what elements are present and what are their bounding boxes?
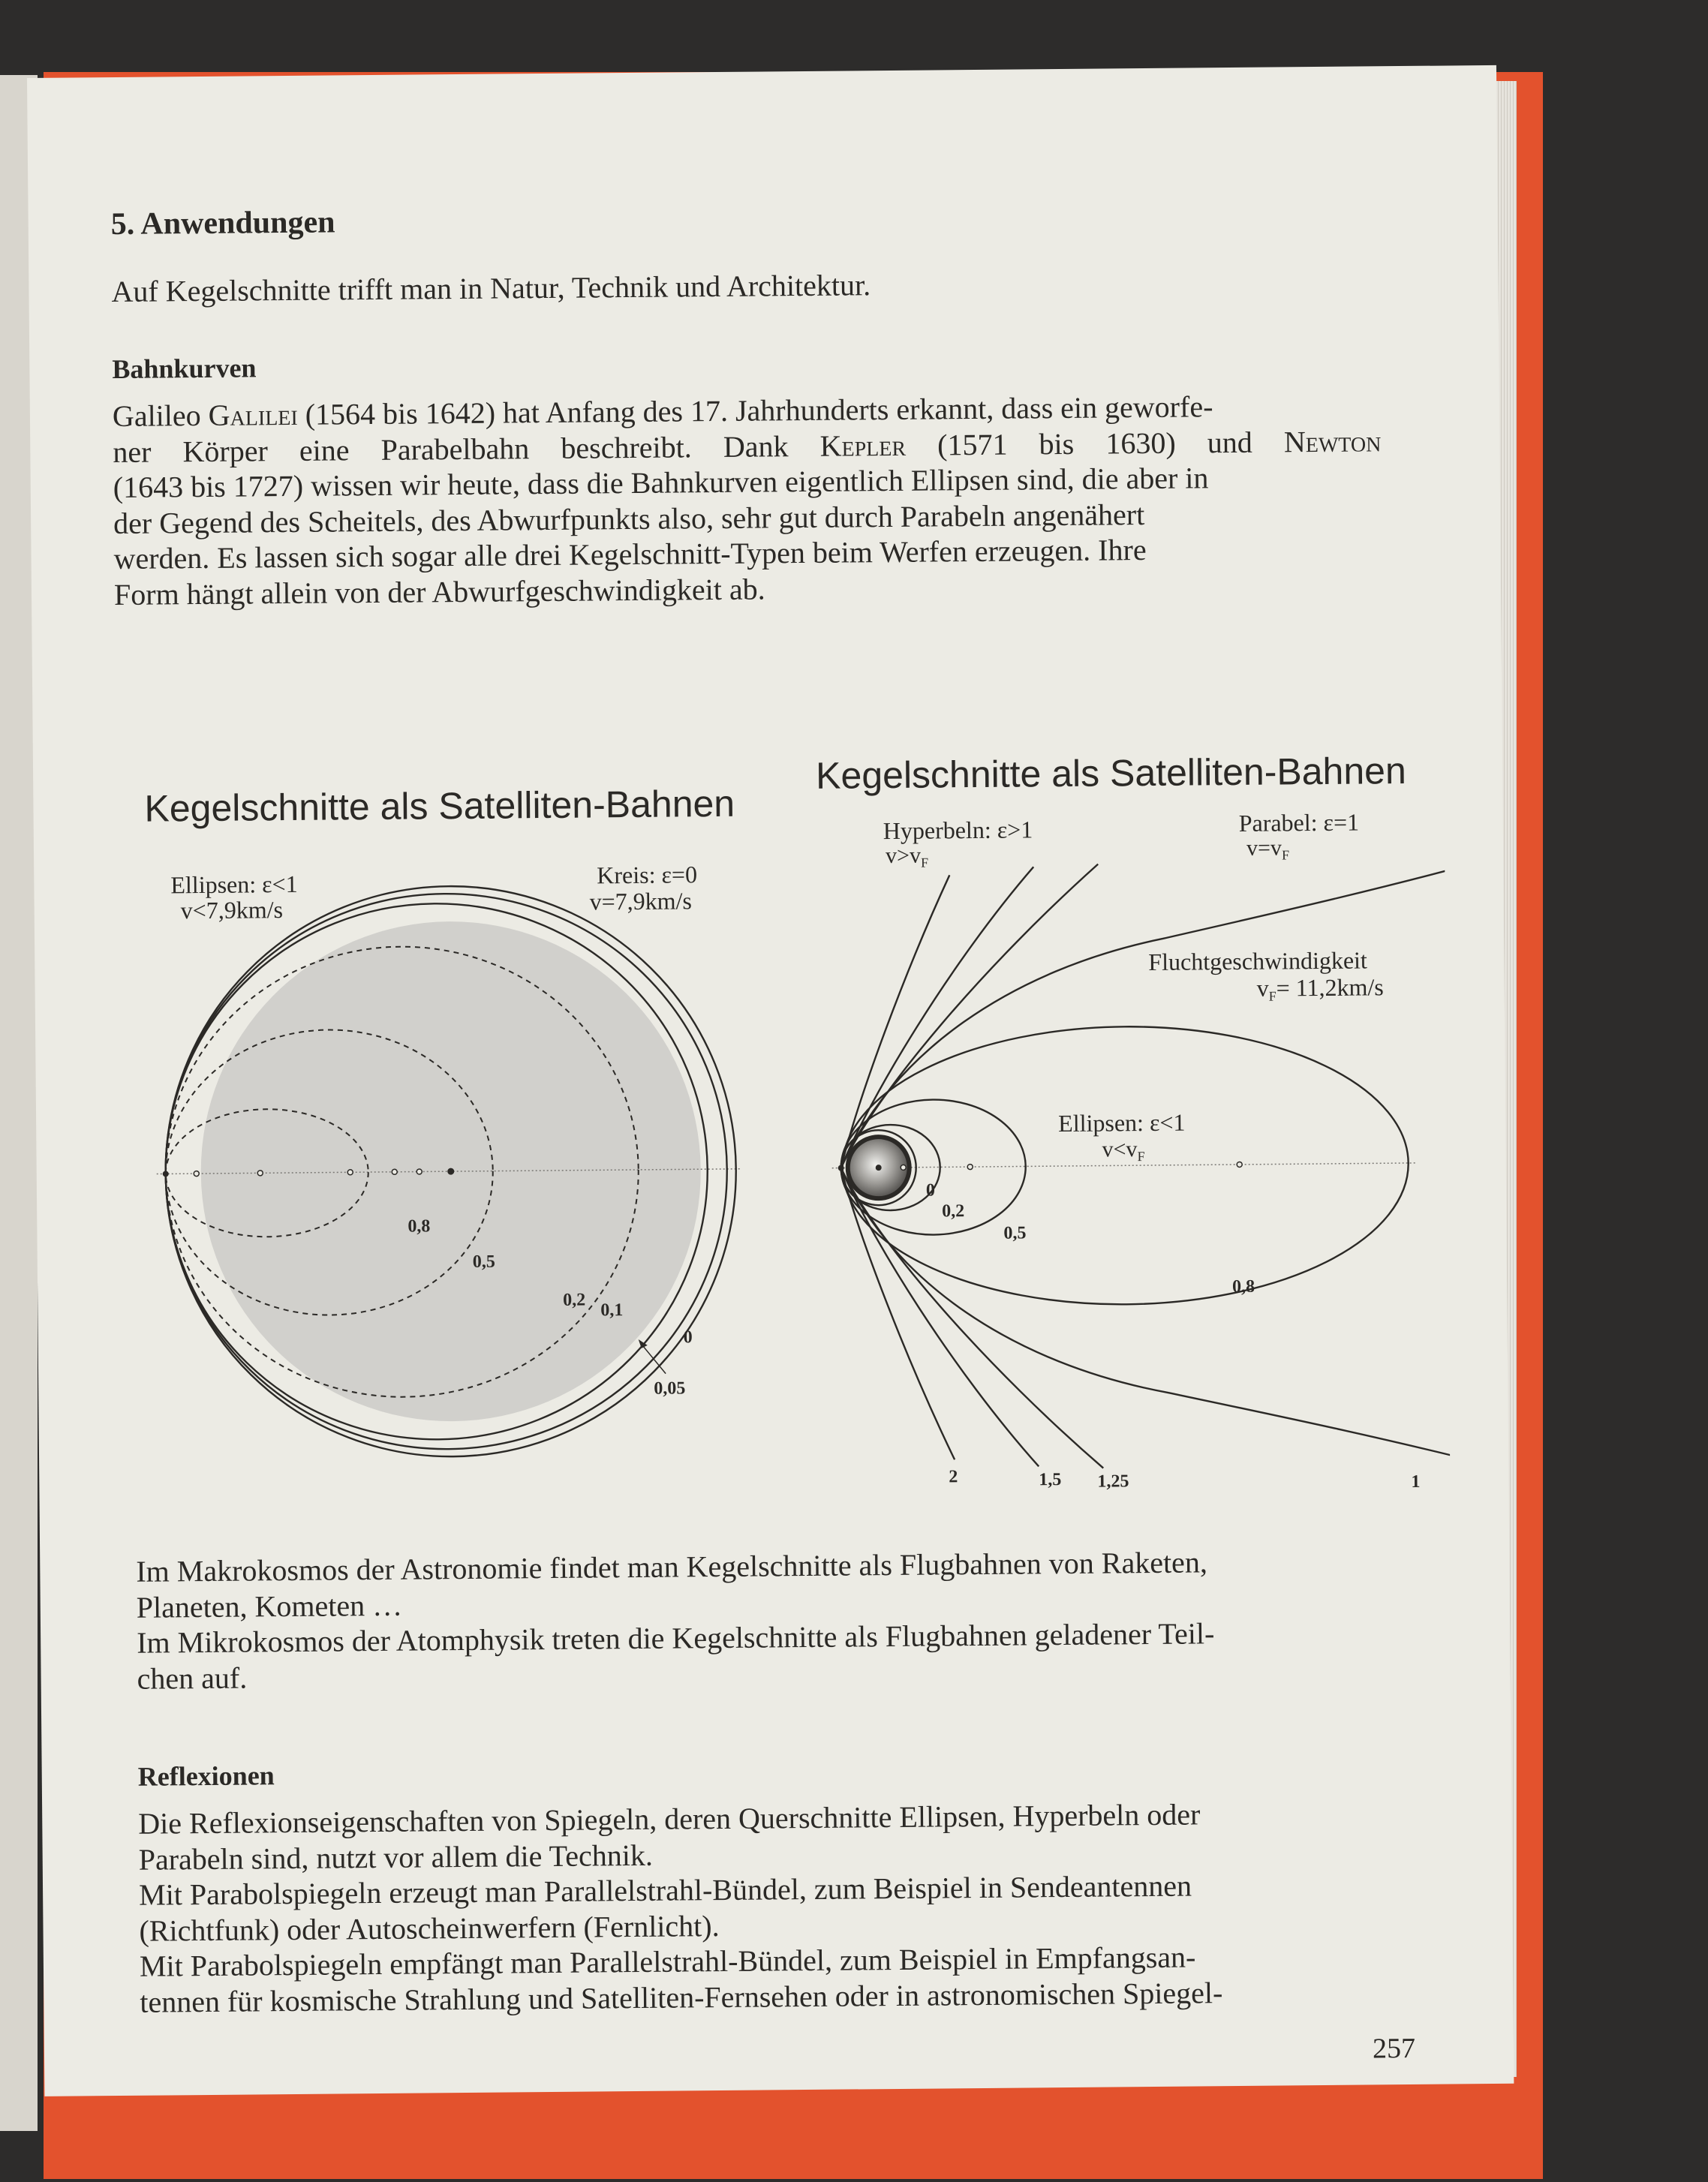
parabel-speed: $v=v_F$ — [1246, 835, 1290, 863]
ecc-label-0: 0 — [925, 1180, 936, 1201]
focus-marker — [347, 1170, 353, 1175]
text-line: (1643 bis 1727) wissen wir heute, dass die Bahnkurven eigentlich Ellipsen sind, die aber in — [113, 461, 1209, 505]
ecc-label-05: 0,5 — [472, 1252, 495, 1272]
hyperbola-e125-lower — [841, 1166, 1104, 1471]
left-figure — [144, 783, 744, 1459]
reflexionen-paragraph — [138, 1796, 1222, 2020]
flucht-value: vF= 11,2km/s — [1256, 973, 1384, 1004]
focus-marker — [416, 1169, 422, 1174]
parabel-label: Parabel: ε=1 — [1238, 808, 1360, 837]
text-line: Mit Parabolspiegeln empfängt man Parallelstrahl-Bündel, zum Beispiel in Empfangsan- — [139, 1940, 1196, 1983]
flucht-label: Fluchtgeschwindigkeit — [1148, 946, 1367, 976]
launch-point — [838, 1165, 844, 1171]
hyperbola-e15-upper — [838, 867, 1036, 1168]
section-heading: 5. Anwendungen — [110, 205, 335, 242]
ecc-label-005: 0,05 — [654, 1378, 686, 1399]
intro-text: Auf Kegelschnitte trifft man in Natur, Technik und Architektur. — [111, 268, 871, 309]
earth-center — [447, 1168, 454, 1175]
ecc-label-01: 0,1 — [600, 1300, 624, 1321]
text-line: Form hängt allein von der Abwurfgeschwindigkeit ab. — [113, 571, 765, 612]
focus-marker — [194, 1171, 199, 1177]
text-line: (Richtfunk) oder Autoscheinwerfern (Fernlicht). — [139, 1908, 720, 1948]
astronomy-paragraph — [136, 1544, 1215, 1697]
launch-point — [163, 1171, 169, 1177]
hyperbeln-label: Hyperbeln: ε>1 — [883, 816, 1033, 845]
parabola-lower — [841, 1162, 1451, 1472]
ellipsen-label: Ellipsen: ε<1 — [1058, 1108, 1186, 1138]
text-line: ner Körper eine Parabelbahn beschreibt. Dank Kepler (1571 bis 1630) und Newton — [113, 423, 1382, 469]
ecc-label-2: 2 — [949, 1467, 958, 1487]
focus-marker — [967, 1165, 973, 1170]
hyperbola-e15-lower — [841, 1166, 1039, 1468]
ecc-label-05: 0,5 — [1003, 1223, 1027, 1243]
text-line: der Gegend des Scheitels, des Abwurfpunkts also, sehr gut durch Parabeln angenähert — [113, 497, 1145, 540]
ellipsen-label: Ellipsen: ε<1 — [170, 870, 298, 899]
ecc-label-125: 1,25 — [1097, 1471, 1129, 1492]
ecc-label-02: 0,2 — [563, 1290, 586, 1310]
focus-marker — [1237, 1162, 1242, 1167]
planet-center — [876, 1165, 882, 1171]
ecc-label-0: 0 — [683, 1327, 693, 1348]
text-line: Parabeln sind, nutzt vor allem die Technik. — [138, 1838, 654, 1877]
hyperbeln-speed: $v>v_F$ — [885, 843, 929, 870]
right-figure-title: Kegelschnitte als Satelliten-Bahnen — [815, 749, 1406, 797]
book-page — [27, 65, 1514, 2096]
ellipsen-speed: v<7,9km/s — [180, 896, 284, 924]
text-line: Die Reflexionseigenschaften von Spiegeln, deren Querschnitte Ellipsen, Hyperbeln oder — [138, 1797, 1201, 1841]
kreis-speed: v=7,9km/s — [589, 887, 693, 915]
text-line: Planeten, Kometen … — [136, 1588, 403, 1624]
satellite-orbits-figure — [107, 644, 1451, 1518]
text-line: Im Mikrokosmos der Atomphysik treten die Kegelschnitte als Flugbahnen geladener Teil- — [137, 1616, 1215, 1660]
ellipsen-speed: $v<v_F$ — [1102, 1137, 1145, 1165]
axis-line — [832, 1163, 1418, 1168]
ecc-label-02: 0,2 — [942, 1201, 965, 1222]
text-line: chen auf. — [137, 1661, 248, 1696]
focus-marker — [392, 1169, 397, 1174]
focus-marker — [901, 1165, 906, 1170]
text-line: Mit Parabolspiegeln erzeugt man Parallelstrahl-Bündel, zum Beispiel in Sendeantennen — [138, 1868, 1192, 1912]
bahnkurven-heading: Bahnkurven — [112, 353, 257, 385]
reflexionen-heading: Reflexionen — [137, 1760, 275, 1792]
text-line: Galileo Galilei (1564 bis 1642) hat Anfang des 17. Jahrhunderts erkannt, dass ein geworfe- — [112, 389, 1213, 434]
left-figure-title: Kegelschnitte als Satelliten-Bahnen — [144, 782, 735, 830]
ecc-label-15: 1,5 — [1039, 1470, 1062, 1490]
ecc-label-08: 0,8 — [1232, 1276, 1255, 1297]
hyperbola-e2-lower — [841, 1167, 955, 1460]
text-line: Im Makrokosmos der Astronomie findet man Kegelschnitte als Flugbahnen von Raketen, — [136, 1545, 1208, 1588]
kreis-label: Kreis: ε=0 — [597, 861, 698, 889]
text-line: werden. Es lassen sich sogar alle drei Kegelschnitt-Typen beim Werfen erzeugen. Ihre — [113, 533, 1147, 576]
focus-marker — [257, 1171, 263, 1176]
text-line: tennen für kosmische Strahlung und Satelliten-Fernsehen oder in astronomischen Spiegel- — [140, 1975, 1223, 2019]
ecc-label-1: 1 — [1411, 1471, 1421, 1492]
right-figure — [816, 749, 1451, 1497]
page-number: 257 — [1372, 2032, 1416, 2065]
ecc-label-08: 0,8 — [407, 1216, 431, 1237]
bahnkurven-paragraph — [113, 387, 1382, 612]
